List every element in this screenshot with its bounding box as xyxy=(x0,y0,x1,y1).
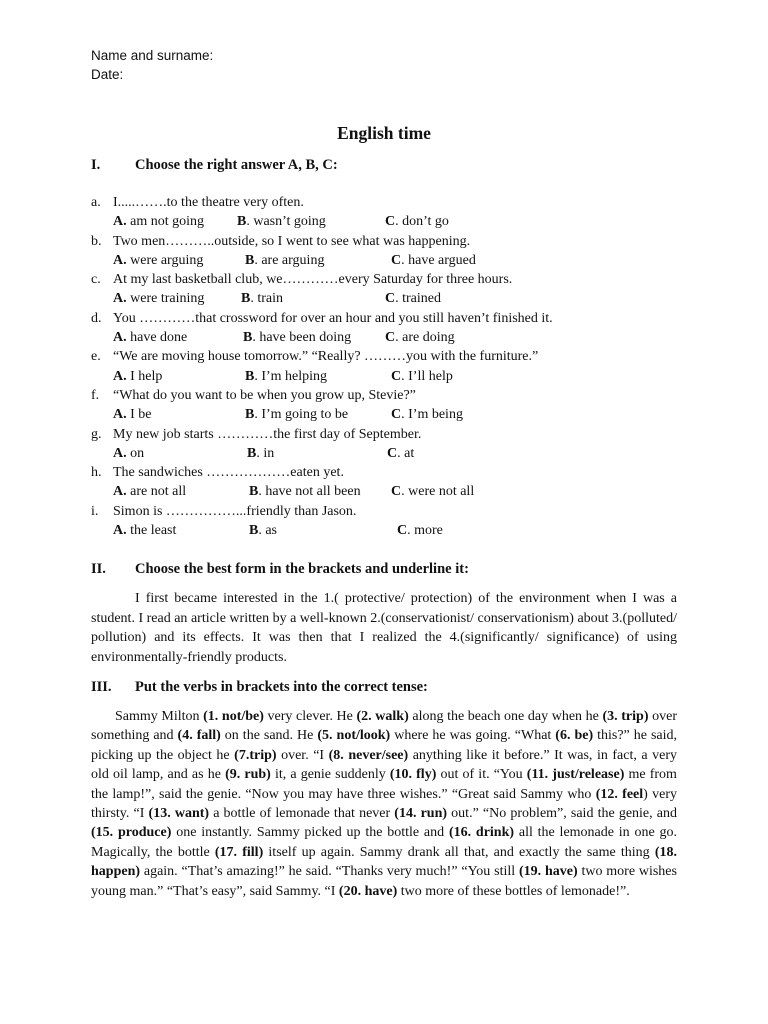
answer-options xyxy=(91,289,691,308)
name-surname-label: Name and surname: xyxy=(91,48,214,63)
option-key: A. xyxy=(113,523,127,539)
question-item xyxy=(91,232,691,271)
date-label: Date: xyxy=(91,66,124,82)
answer-option-b[interactable] xyxy=(237,212,326,231)
answer-options xyxy=(91,521,691,540)
question-text: I.....…….to the theatre very often. xyxy=(113,195,304,210)
option-key: A. xyxy=(113,291,127,307)
answer-option-a[interactable] xyxy=(113,251,203,270)
answer-option-a[interactable] xyxy=(113,289,204,308)
question-list xyxy=(91,193,691,540)
option-key: C xyxy=(391,484,402,500)
option-key: B xyxy=(247,445,257,461)
option-key: C xyxy=(387,445,398,461)
option-key: C xyxy=(391,407,402,423)
question-letter: e. xyxy=(91,349,101,365)
question-item xyxy=(91,347,691,386)
section-1-number: I. xyxy=(91,157,101,173)
option-key: A. xyxy=(113,214,127,230)
answer-option-c[interactable] xyxy=(391,405,463,424)
question-text: Two men………..outside, so I went to see what was happening. xyxy=(113,233,471,249)
question-line xyxy=(91,232,691,251)
option-text: . have not all been xyxy=(258,484,361,500)
answer-option-c[interactable] xyxy=(391,251,476,270)
question-item xyxy=(91,386,691,425)
question-text: You …………that crossword for over an hour and you still haven’t finished it. xyxy=(113,310,553,326)
section-1-heading xyxy=(91,157,338,174)
option-text: . I’m going to be xyxy=(254,407,349,423)
option-text: . as xyxy=(258,523,278,539)
option-key: A. xyxy=(113,445,127,461)
section-3-title: Put the verbs in brackets into the correct tense: xyxy=(135,679,428,695)
answer-option-a[interactable] xyxy=(113,328,187,347)
option-key: A. xyxy=(113,407,127,423)
answer-options xyxy=(91,482,691,501)
question-item xyxy=(91,463,691,502)
question-line xyxy=(91,425,691,444)
option-key: C xyxy=(385,291,396,307)
answer-option-c[interactable] xyxy=(391,482,474,501)
question-item xyxy=(91,425,691,464)
answer-option-b[interactable] xyxy=(241,289,283,308)
section-1-title: Choose the right answer A, B, C: xyxy=(135,157,338,173)
verb-prompt: (3. trip) xyxy=(602,709,649,724)
question-letter: f. xyxy=(91,387,100,403)
question-letter: g. xyxy=(91,426,102,442)
option-key: B xyxy=(249,484,259,500)
answer-option-b[interactable] xyxy=(249,521,277,540)
section-2-heading xyxy=(91,561,469,578)
option-text: . are doing xyxy=(395,330,455,346)
option-key: C xyxy=(397,523,408,539)
verb-prompt: (2. walk) xyxy=(356,709,409,724)
option-key: B xyxy=(245,252,255,268)
answer-option-b[interactable] xyxy=(247,444,274,463)
answer-option-b[interactable] xyxy=(245,367,327,386)
option-text: the least xyxy=(126,523,177,539)
section-2-paragraph: I first became interested in the 1.( protective/ protection) of the environment when I was a student. I read an article written by a well-known 2.(conservationist/ conservationism) about 3.(polluted/ pollution) and its effects. It was then that I realized the 4.(significantly/ significance) of using environmentally-friendly products. xyxy=(91,591,677,665)
question-item xyxy=(91,270,691,309)
option-key: C xyxy=(385,214,396,230)
section-2-number: II. xyxy=(91,561,106,577)
option-text: . have been doing xyxy=(252,330,352,346)
option-text: . I’m being xyxy=(401,407,463,423)
question-text: Simon is ……………...friendly than Jason. xyxy=(113,503,357,519)
answer-options xyxy=(91,367,691,386)
question-line xyxy=(91,386,691,405)
header-fields xyxy=(91,47,213,84)
section-3-number: III. xyxy=(91,679,112,695)
question-text: At my last basketball club, we…………every Saturday for three hours. xyxy=(113,272,513,288)
verb-prompt: (5. not/look) xyxy=(317,728,391,744)
option-text: . I’m helping xyxy=(254,368,328,384)
answer-option-b[interactable] xyxy=(249,482,361,501)
option-key: C xyxy=(385,330,396,346)
answer-option-c[interactable] xyxy=(385,212,449,231)
answer-option-a[interactable] xyxy=(113,521,176,540)
option-key: C xyxy=(391,368,402,384)
option-text: . wasn’t going xyxy=(246,214,326,230)
option-key: A. xyxy=(113,484,127,500)
answer-options xyxy=(91,212,691,231)
option-text: . trained xyxy=(395,291,441,307)
option-text: . don’t go xyxy=(395,214,449,230)
verb-prompt: (12. feel xyxy=(595,786,644,802)
question-line xyxy=(91,309,691,328)
verb-prompt: (17. fill) xyxy=(214,844,264,860)
option-text: . I’ll help xyxy=(401,368,453,384)
answer-option-b[interactable] xyxy=(245,251,324,270)
answer-option-c[interactable] xyxy=(391,367,453,386)
option-text: are not all xyxy=(126,484,187,500)
option-text: . have argued xyxy=(401,252,476,268)
question-letter: h. xyxy=(91,465,102,481)
question-letter: a. xyxy=(91,195,101,210)
verb-prompt: (7.trip) xyxy=(234,747,277,763)
option-text: . were not all xyxy=(401,484,475,500)
verb-prompt: (1. not/be) xyxy=(203,709,264,724)
answer-option-c[interactable] xyxy=(385,328,455,347)
question-line xyxy=(91,193,691,212)
page-title: English time xyxy=(337,123,431,143)
question-letter: c. xyxy=(91,272,101,288)
answer-option-b[interactable] xyxy=(245,405,348,424)
verb-prompt: (15. produce) xyxy=(91,825,172,841)
question-letter: d. xyxy=(91,310,102,326)
verb-prompt: (13. want) xyxy=(148,806,210,822)
question-line xyxy=(91,270,691,289)
verb-prompt: (8. never/see) xyxy=(328,747,409,763)
option-text: . more xyxy=(407,523,443,539)
option-text: . in xyxy=(256,445,275,461)
answer-option-a[interactable] xyxy=(113,367,162,386)
option-key: A. xyxy=(113,252,127,268)
section-2-title: Choose the best form in the brackets and underline it: xyxy=(135,561,469,577)
verb-prompt: (18. happen) xyxy=(91,844,677,880)
question-line xyxy=(91,502,691,521)
option-text: have done xyxy=(126,330,188,346)
question-text: My new job starts …………the first day of September. xyxy=(113,426,422,442)
section-3-story: Sammy Milton (1. not/be) very clever. He (2. walk) along the beach one day when he (3. trip) over something and (4. fall) on the sand. He (5. not/look) where he was going. “What (6. be) this?” he said, picking up the object he (7.trip) over. “I (8. never/see) anything like it before.” It was, in fact, a very old oil lamp, and as he (9. rub) it, a genie suddenly (10. fly) out of it. “You (11. just/release) me from the lamp!”, said the genie. “Now you may have three wishes.” “Great said Sammy who (12. feel) very thirsty. “I (13. want) a bottle of lemonade that never (14. run) out.” “No problem”, said the genie, and (15. produce) one instantly. Sammy picked up the bottle and (16. drink) all the lemonade in one go. Magically, the bottle (17. fill) itself up again. Sammy drank all that, and exactly the same thing (18. happen) again. “That’s amazing!” he said. “Thanks very much!” “You still (19. have) two more wishes young man.” “That’s easy”, said Sammy. “I (20. have) two more of these bottles of lemonade!”. xyxy=(91,709,678,899)
question-text: “We are moving house tomorrow.” “Really? ………you with the furniture.” xyxy=(113,349,539,365)
answer-options xyxy=(91,251,691,270)
answer-option-c[interactable] xyxy=(387,444,414,463)
option-text: . at xyxy=(397,445,415,461)
question-item xyxy=(91,193,691,232)
verb-prompt: (11. just/release) xyxy=(526,767,625,783)
verb-prompt: (10. fly) xyxy=(389,767,437,783)
option-key: A. xyxy=(113,330,127,346)
verb-prompt: (20. have) xyxy=(338,883,398,899)
question-item xyxy=(91,309,691,348)
verb-prompt: (4. fall) xyxy=(177,728,221,744)
question-text: “What do you want to be when you grow up, Stevie?” xyxy=(113,387,416,403)
option-text: . train xyxy=(250,291,283,307)
option-key: A. xyxy=(113,368,127,384)
option-text: on xyxy=(126,445,145,461)
option-key: B xyxy=(237,214,247,230)
question-text: The sandwiches ………………eaten yet. xyxy=(113,465,344,481)
answer-option-b[interactable] xyxy=(243,328,351,347)
option-text: were arguing xyxy=(126,252,204,268)
answer-options xyxy=(91,444,691,463)
question-line xyxy=(91,347,691,366)
option-text: I be xyxy=(126,407,152,423)
verb-prompt: (9. rub) xyxy=(225,767,271,783)
option-text: were training xyxy=(126,291,205,307)
verb-prompt: (19. have) xyxy=(518,864,578,880)
question-letter: b. xyxy=(91,233,102,249)
section-3-heading xyxy=(91,679,428,696)
question-item xyxy=(91,502,691,541)
question-line xyxy=(91,463,691,482)
answer-option-c[interactable] xyxy=(397,521,443,540)
option-text: . are arguing xyxy=(254,252,325,268)
verb-prompt: (16. drink) xyxy=(448,825,515,841)
verb-prompt: (6. be) xyxy=(555,728,594,744)
answer-option-a[interactable] xyxy=(113,212,204,231)
answer-options xyxy=(91,328,691,347)
option-key: B xyxy=(249,523,259,539)
option-key: B xyxy=(245,407,255,423)
option-key: C xyxy=(391,252,402,268)
answer-option-a[interactable] xyxy=(113,482,186,501)
answer-option-a[interactable] xyxy=(113,405,152,424)
verb-prompt: (14. run) xyxy=(394,806,448,822)
answer-option-c[interactable] xyxy=(385,289,441,308)
option-text: I help xyxy=(126,368,163,384)
option-text: am not going xyxy=(126,214,205,230)
answer-options xyxy=(91,405,691,424)
option-key: B xyxy=(245,368,255,384)
question-letter: i. xyxy=(91,503,99,519)
option-key: B xyxy=(243,330,253,346)
option-key: B xyxy=(241,291,251,307)
answer-option-a[interactable] xyxy=(113,444,144,463)
